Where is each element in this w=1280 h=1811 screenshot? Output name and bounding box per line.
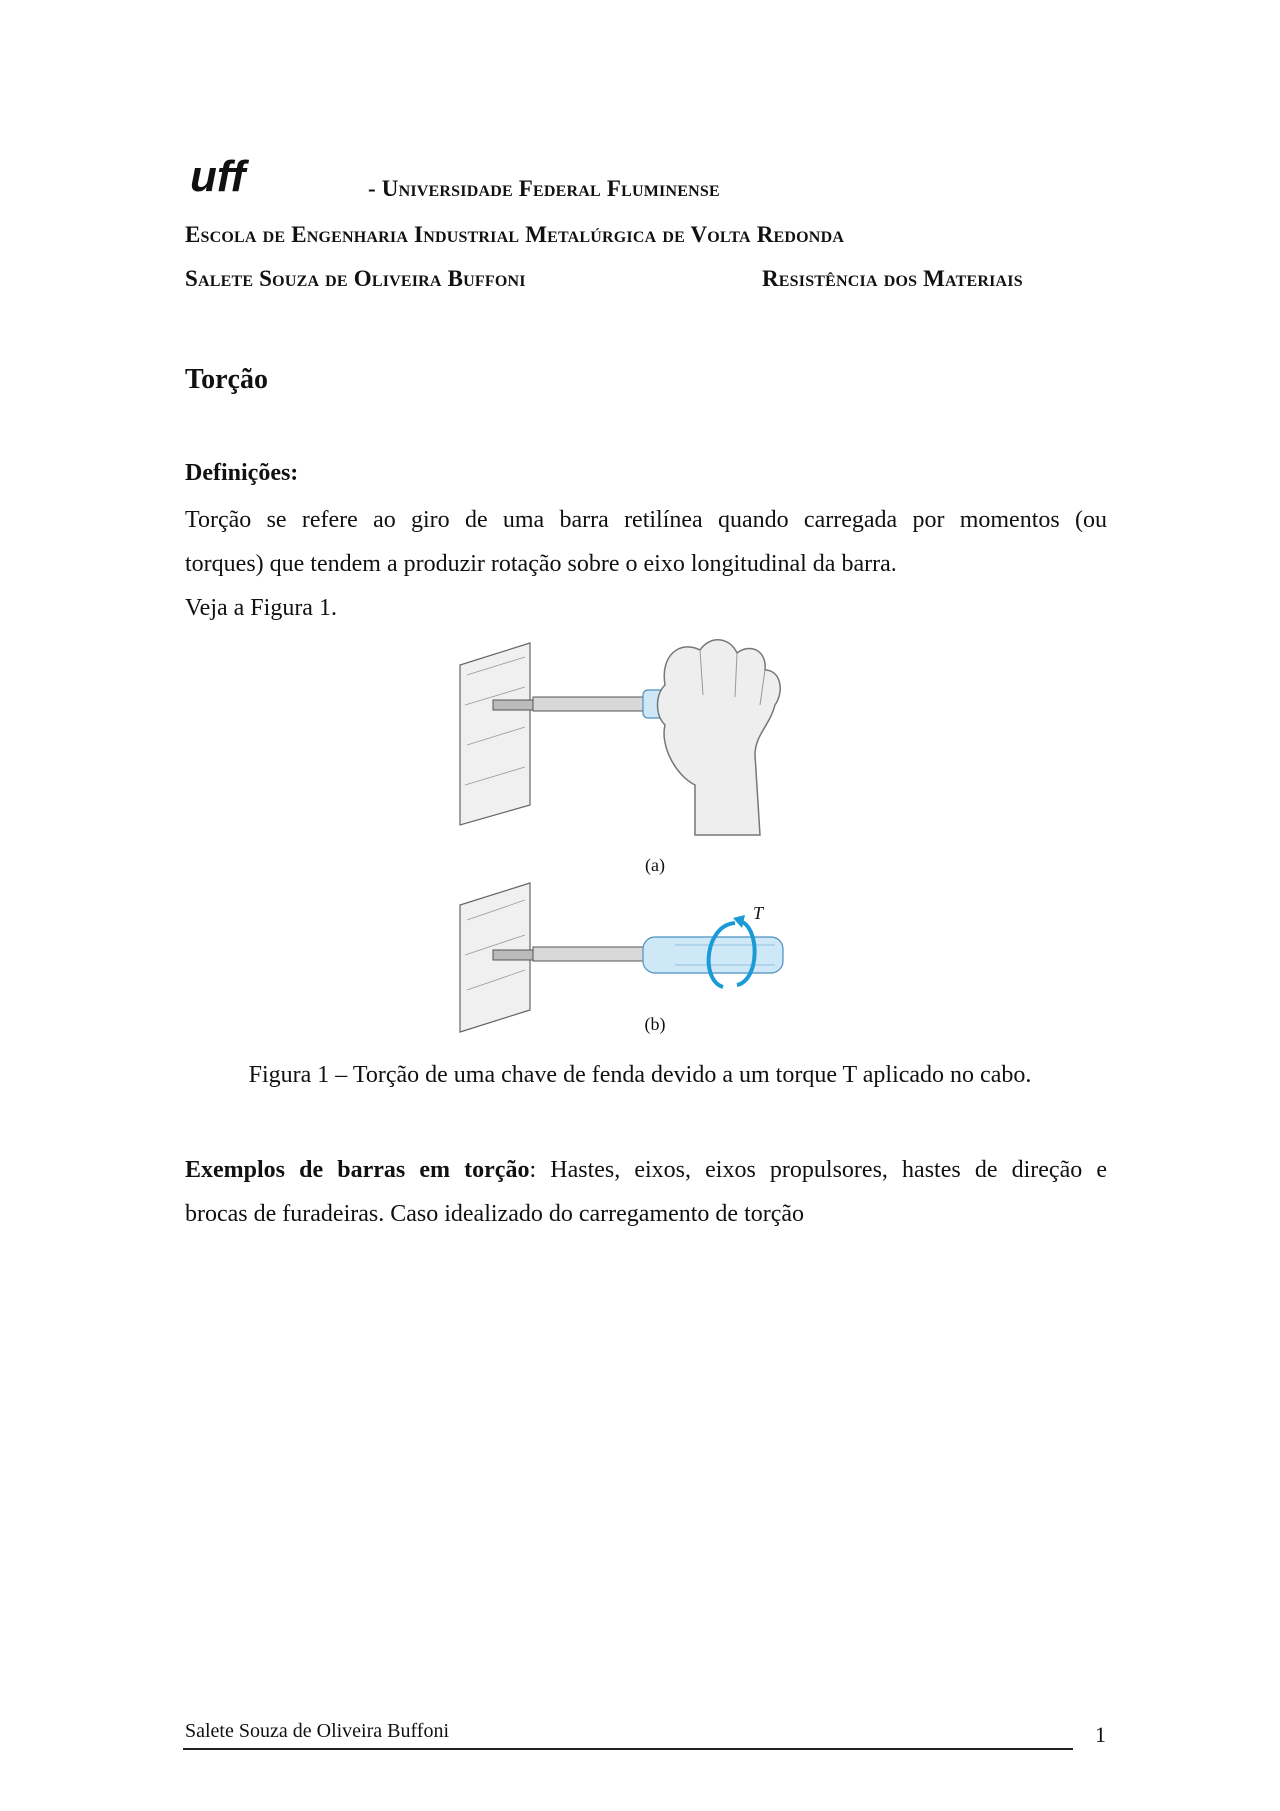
- footer-rule: [183, 1748, 1073, 1750]
- school-name: Escola de Engenharia Industrial Metalúrgica de Volta Redonda: [185, 222, 845, 247]
- hand-illustration: [658, 640, 781, 835]
- definition-line-1: Torção se refere ao giro de uma barra retilínea quando carregada por momentos (ou: [185, 507, 1107, 533]
- screwdriver-b: [493, 937, 783, 973]
- examples-text-1: : Hastes, eixos, eixos propulsores, hastes de direção e: [529, 1157, 1107, 1183]
- figure-reference: Veja a Figura 1.: [185, 595, 337, 621]
- definition-line-2: torques) que tendem a produzir rotação sobre o eixo longitudinal da barra.: [185, 551, 897, 577]
- examples-line-1: [185, 1148, 1107, 1192]
- examples-label: Exemplos de barras em torção: [185, 1157, 530, 1183]
- figure-caption: Figura 1 – Torção de uma chave de fenda devido a um torque T aplicado no cabo.: [248, 1062, 1032, 1088]
- figure-label-b: (b): [644, 1014, 666, 1034]
- page-number: 1: [1095, 1722, 1106, 1747]
- examples-line-2: brocas de furadeiras. Caso idealizado do carregamento de torção: [185, 1201, 805, 1227]
- course-name: Resistência dos Materiais: [762, 266, 1023, 291]
- page-title: Torção: [185, 364, 268, 395]
- definitions-heading: Definições:: [185, 460, 299, 486]
- university-name: - Universidade Federal Fluminense: [368, 176, 720, 201]
- figure-label-a: (a): [645, 855, 665, 875]
- figure-1: [455, 635, 855, 1035]
- footer-author: Salete Souza de Oliveira Buffoni: [185, 1720, 450, 1742]
- uff-logo: [190, 158, 365, 198]
- author-name: Salete Souza de Oliveira Buffoni: [185, 266, 526, 291]
- wood-block-a: [460, 643, 530, 825]
- torque-label: T: [753, 903, 764, 923]
- uff-logo-text: uff: [190, 158, 246, 198]
